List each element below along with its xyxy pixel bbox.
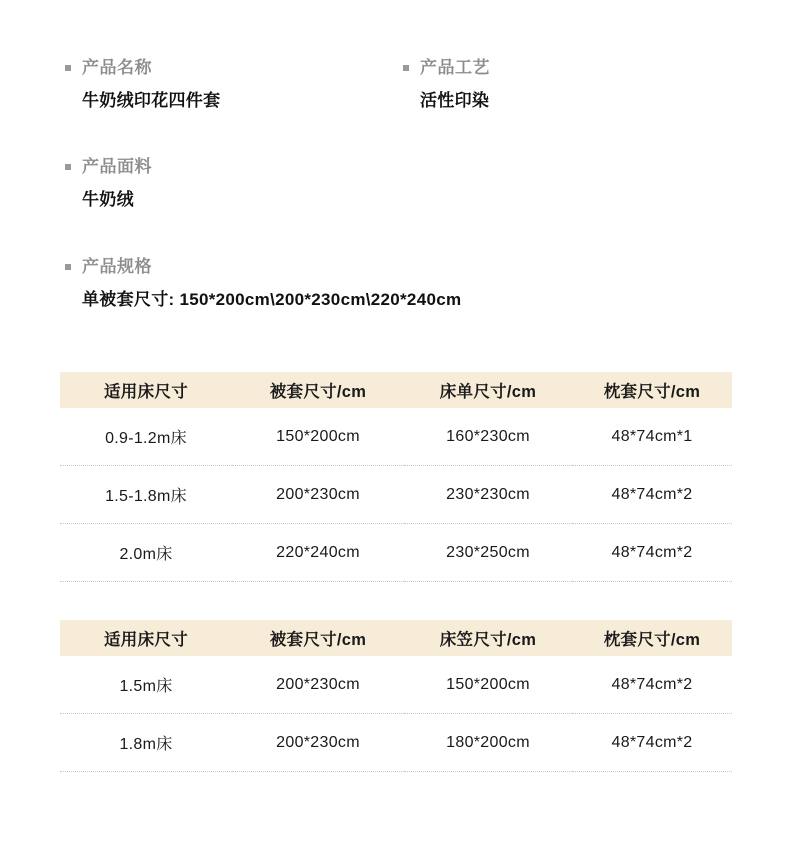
spec-label-text: 产品工艺 xyxy=(420,58,490,77)
spec-label xyxy=(420,58,690,78)
spec-label xyxy=(82,157,360,177)
table-row xyxy=(60,714,732,772)
table-cell: 1.5-1.8m床 xyxy=(60,466,232,524)
spec-value-text: 牛奶绒 xyxy=(82,190,134,209)
table-header-cell: 枕套尺寸/cm xyxy=(572,372,732,408)
square-bullet-icon xyxy=(65,65,71,71)
spec-label-text: 产品面料 xyxy=(82,157,152,176)
spec-label xyxy=(82,58,360,78)
size-table-bedsheet xyxy=(60,372,732,582)
table-header-cell: 床单尺寸/cm xyxy=(404,372,572,408)
table-cell: 150*200cm xyxy=(232,408,404,466)
table-cell: 0.9-1.2m床 xyxy=(60,408,232,466)
table-cell: 230*250cm xyxy=(404,524,572,582)
table-row xyxy=(60,524,732,582)
spec-value-text: 单被套尺寸: 150*200cm\200*230cm\220*240cm xyxy=(82,290,462,309)
table-cell: 160*230cm xyxy=(404,408,572,466)
table-header-cell: 枕套尺寸/cm xyxy=(572,620,732,656)
spec-row-name xyxy=(0,58,790,111)
spec-label-text: 产品名称 xyxy=(82,58,152,77)
table-cell: 200*230cm xyxy=(232,466,404,524)
table-row xyxy=(60,656,732,714)
table-cell: 200*230cm xyxy=(232,714,404,772)
spec-item-size xyxy=(0,257,462,310)
spec-item-fabric xyxy=(0,157,360,210)
spec-row-size xyxy=(0,257,790,310)
table-cell: 150*200cm xyxy=(404,656,572,714)
square-bullet-icon xyxy=(65,264,71,270)
table-cell: 48*74cm*2 xyxy=(572,524,732,582)
spec-value-text: 活性印染 xyxy=(420,91,490,110)
table-cell: 180*200cm xyxy=(404,714,572,772)
table-header-cell: 适用床尺寸 xyxy=(60,620,232,656)
table-cell: 1.8m床 xyxy=(60,714,232,772)
table-header-cell: 被套尺寸/cm xyxy=(232,372,404,408)
table-cell: 230*230cm xyxy=(404,466,572,524)
table-cell: 2.0m床 xyxy=(60,524,232,582)
square-bullet-icon xyxy=(403,65,409,71)
square-bullet-icon xyxy=(65,164,71,170)
table-cell: 48*74cm*2 xyxy=(572,714,732,772)
size-table-fittedsheet xyxy=(60,620,732,772)
table-cell: 48*74cm*1 xyxy=(572,408,732,466)
table-header-cell: 床笠尺寸/cm xyxy=(404,620,572,656)
table-header-cell: 适用床尺寸 xyxy=(60,372,232,408)
table-header-row xyxy=(60,372,732,408)
table-cell: 220*240cm xyxy=(232,524,404,582)
spec-row-fabric xyxy=(0,157,790,210)
table-cell: 48*74cm*2 xyxy=(572,466,732,524)
table-cell: 1.5m床 xyxy=(60,656,232,714)
table-row xyxy=(60,466,732,524)
table-header-row xyxy=(60,620,732,656)
spec-label xyxy=(82,257,360,277)
table-cell: 200*230cm xyxy=(232,656,404,714)
table-row xyxy=(60,408,732,466)
table-cell: 48*74cm*2 xyxy=(572,656,732,714)
spec-label-text: 产品规格 xyxy=(82,257,152,276)
spec-item-product-name xyxy=(0,58,360,111)
spec-value-text: 牛奶绒印花四件套 xyxy=(82,91,221,110)
table-header-cell: 被套尺寸/cm xyxy=(232,620,404,656)
spec-item-craft xyxy=(360,58,690,111)
